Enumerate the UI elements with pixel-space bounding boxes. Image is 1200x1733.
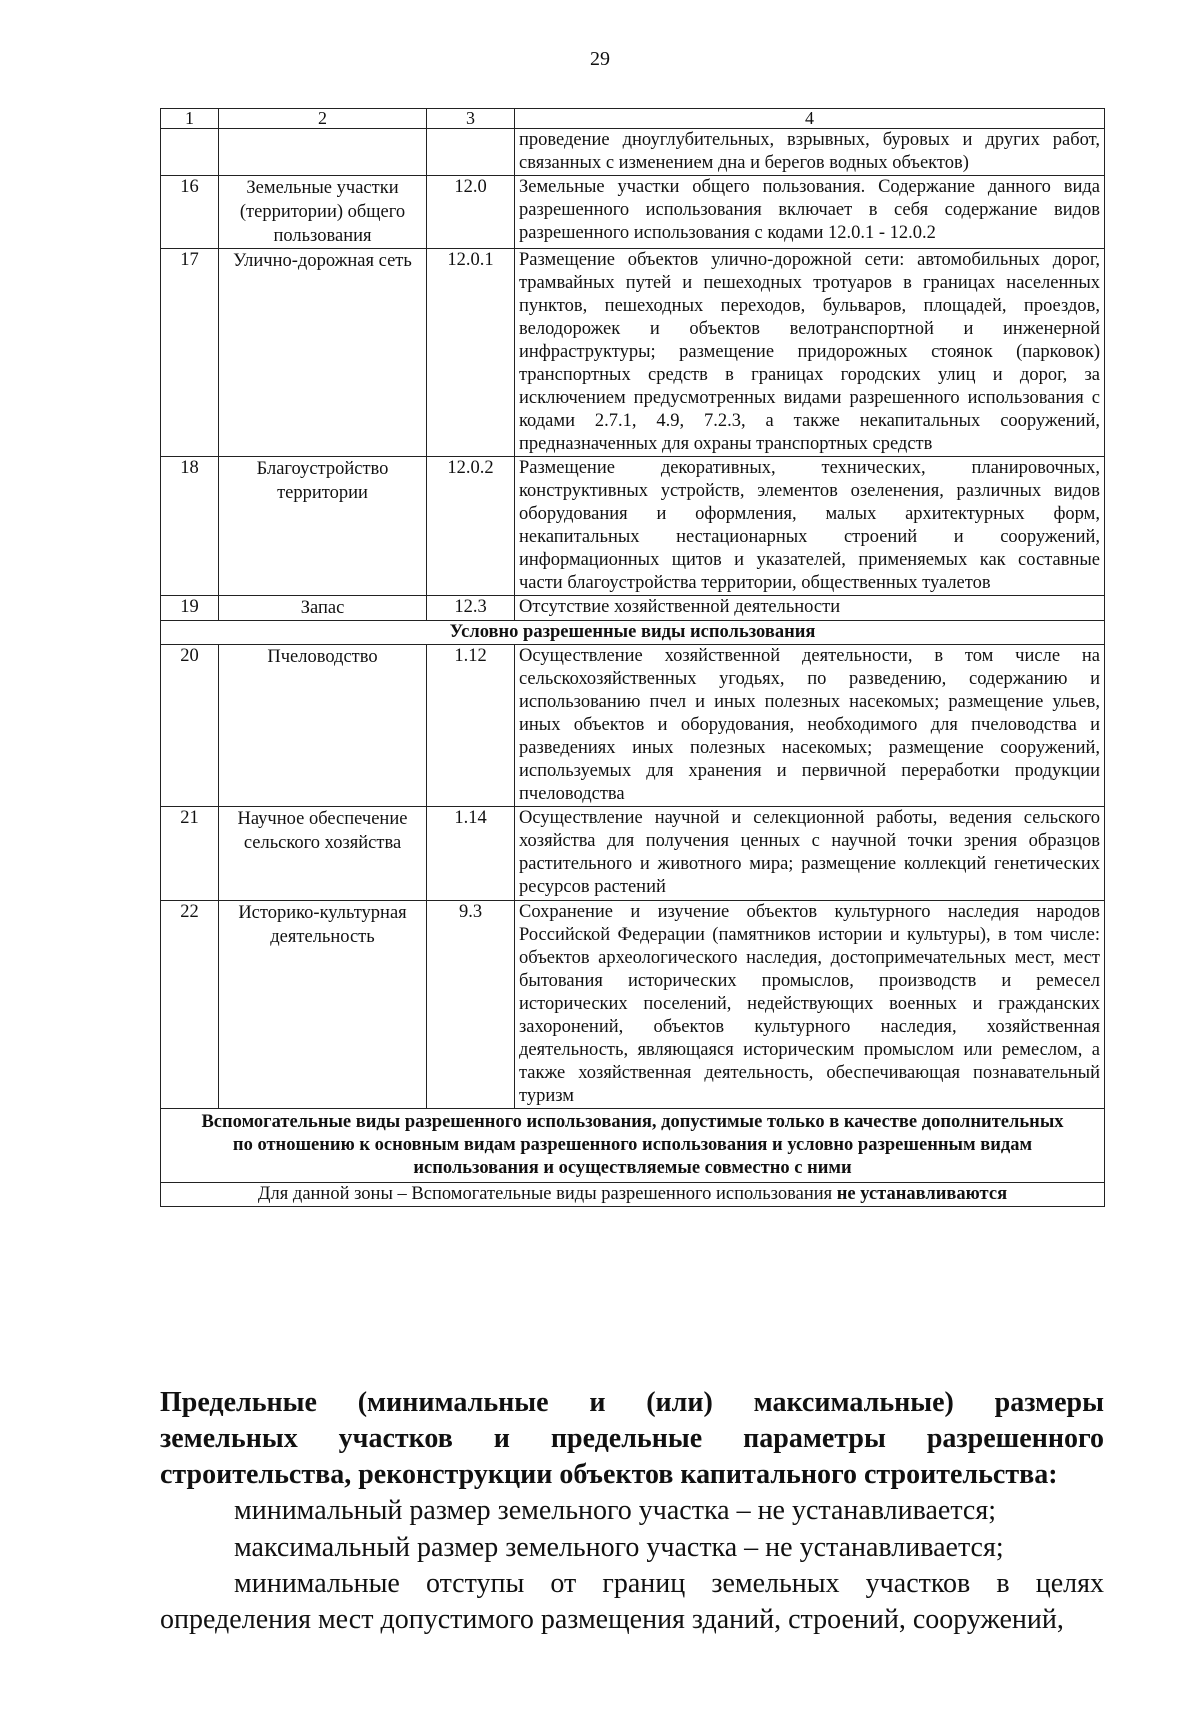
row-code: 12.0.2 bbox=[427, 457, 515, 596]
row-description: Отсутствие хозяйственной деятельности bbox=[515, 596, 1105, 621]
paragraph-setbacks: минимальные отступы от границ земельных участков в целях определения мест допустимого размещения зданий, строений, сооружений, bbox=[160, 1568, 1104, 1635]
heading-line-3: строительства, реконструкции объектов капитального строительства: bbox=[160, 1459, 1058, 1490]
row-name: Пчеловодство bbox=[219, 645, 427, 807]
row-name bbox=[219, 129, 427, 176]
row-name: Научное обеспечение сельского хозяйства bbox=[219, 807, 427, 901]
header-cell-1: 1 bbox=[161, 109, 219, 129]
row-code: 9.3 bbox=[427, 901, 515, 1109]
section-row-auxiliary bbox=[161, 1109, 1105, 1183]
row-number: 22 bbox=[161, 901, 219, 1109]
heading-line-2: земельных участков и предельные параметры разрешенного bbox=[160, 1423, 1104, 1454]
table-row bbox=[161, 596, 1105, 621]
row-number bbox=[161, 129, 219, 176]
paragraph-min-size: минимальный размер земельного участка – не устанавливается; bbox=[234, 1495, 997, 1526]
table-row bbox=[161, 457, 1105, 596]
row-code: 12.0.1 bbox=[427, 249, 515, 457]
table-row bbox=[161, 645, 1105, 807]
row-number: 21 bbox=[161, 807, 219, 901]
row-code: 12.0 bbox=[427, 176, 515, 249]
row-number: 17 bbox=[161, 249, 219, 457]
row-description: Осуществление научной и селекционной работы, ведения сельского хозяйства для получения ценных с научной точки зрения образцов растительного и животного мира; размещение коллекций генетических ресурсов растений bbox=[515, 807, 1105, 901]
table-row bbox=[161, 249, 1105, 457]
section-title: Вспомогательные виды разрешенного использования, допустимые только в качестве дополнительных по отношению к основным видам разрешенного использования и условно разрешенным видам использования и осуществляемые совместно с ними bbox=[161, 1109, 1105, 1183]
land-use-table bbox=[160, 108, 1105, 1207]
row-code bbox=[427, 129, 515, 176]
section-row-conditional bbox=[161, 621, 1105, 645]
row-name: Земельные участки (территории) общего пользования bbox=[219, 176, 427, 249]
row-code: 1.14 bbox=[427, 807, 515, 901]
row-name: Историко-культурная деятельность bbox=[219, 901, 427, 1109]
table-row bbox=[161, 807, 1105, 901]
row-description: Сохранение и изучение объектов культурного наследия народов Российской Федерации (памятников истории и культуры), в том числе: объектов археологического наследия, достопримечательных мест, мест бытования исторических промыслов, производств и ремесел исторических поселений, недействующих военных и гражданских захоронений, объектов культурного наследия, хозяйственная деятельность, являющаяся историческим промыслом или ремеслом, а также хозяйственная деятельность, обеспечивающая познавательный туризм bbox=[515, 901, 1105, 1109]
row-description: проведение дноуглубительных, взрывных, буровых и других работ, связанных с изменением дна и берегов водных объектов) bbox=[515, 129, 1105, 176]
row-code: 1.12 bbox=[427, 645, 515, 807]
header-cell-3: 3 bbox=[427, 109, 515, 129]
table-row bbox=[161, 901, 1105, 1109]
row-number: 16 bbox=[161, 176, 219, 249]
table-row-continuation bbox=[161, 129, 1105, 176]
header-cell-4: 4 bbox=[515, 109, 1105, 129]
footer-note-prefix: Для данной зоны – Вспомогательные виды разрешенного использования bbox=[257, 1184, 837, 1204]
section-heading bbox=[160, 1385, 1104, 1493]
row-description: Размещение декоративных, технических, планировочных, конструктивных устройств, элементов озеленения, различных видов оборудования и оформления, малых архитектурных форм, некапитальных нестационарных строений и сооружений, информационных щитов и указателей, применяемых как составные части благоустройства территории, общественных туалетов bbox=[515, 457, 1105, 596]
row-name: Улично-дорожная сеть bbox=[219, 249, 427, 457]
row-description: Осуществление хозяйственной деятельности, в том числе на сельскохозяйственных угодьях, по разведению, содержанию и использованию пчел и иных полезных насекомых; размещение ульев, иных объектов и оборудования, необходимого для пчеловодства и разведениях иных полезных насекомых; размещение сооружений, используемых для хранения и первичной переработки продукции пчеловодства bbox=[515, 645, 1105, 807]
footer-row bbox=[161, 1183, 1105, 1207]
row-number: 20 bbox=[161, 645, 219, 807]
table-header-row bbox=[161, 109, 1105, 129]
row-number: 18 bbox=[161, 457, 219, 596]
paragraph-max-size: максимальный размер земельного участка – не устанавливается; bbox=[234, 1532, 1004, 1563]
row-number: 19 bbox=[161, 596, 219, 621]
heading-line-1: Предельные (минимальные и (или) максимальные) размеры bbox=[160, 1387, 1104, 1418]
row-name: Благоустройство территории bbox=[219, 457, 427, 596]
table-row bbox=[161, 176, 1105, 249]
page-number: 29 bbox=[590, 48, 610, 70]
row-name: Запас bbox=[219, 596, 427, 621]
row-code: 12.3 bbox=[427, 596, 515, 621]
row-description: Размещение объектов улично-дорожной сети: автомобильных дорог, трамвайных путей и пешеходных тротуаров в границах населенных пунктов, пешеходных переходов, бульваров, площадей, проездов, велодорожек и объектов велотранспортной и инженерной инфраструктуры; размещение придорожных стоянок (парковок) транспортных средств в границах городских улиц и дорог, за исключением предусмотренных видами разрешенного использования с кодами 2.7.1, 4.9, 7.2.3, а также некапитальных сооружений, предназначенных для охраны транспортных средств bbox=[515, 249, 1105, 457]
header-cell-2: 2 bbox=[219, 109, 427, 129]
row-description: Земельные участки общего пользования. Содержание данного вида разрешенного использования включает в себя содержание видов разрешенного использования с кодами 12.0.1 - 12.0.2 bbox=[515, 176, 1105, 249]
footer-note bbox=[161, 1183, 1105, 1207]
footer-note-bold: не устанавливаются bbox=[836, 1184, 1008, 1204]
section-title: Условно разрешенные виды использования bbox=[161, 621, 1105, 645]
